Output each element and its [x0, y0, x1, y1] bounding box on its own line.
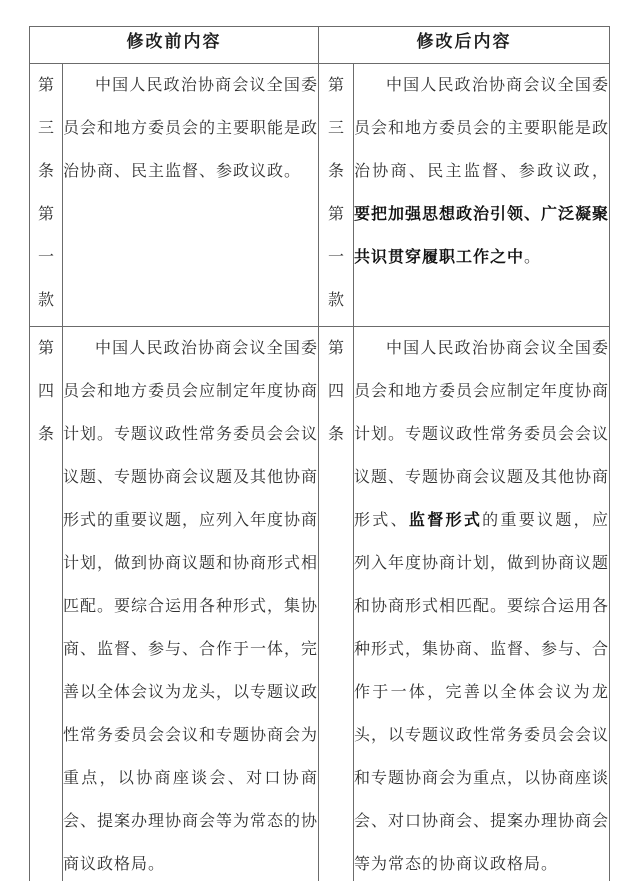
inserted-text-segment: 监督形式	[408, 512, 483, 529]
after-paragraph	[354, 327, 609, 881]
amendment-comparison-table	[29, 26, 610, 881]
column-header-before: 修改前内容	[30, 27, 319, 64]
before-article-label-cell	[30, 327, 63, 881]
before-article-label-cell	[30, 64, 63, 327]
after-paragraph	[354, 64, 609, 279]
text-segment: 中国人民政治协商会议全国委员会和地方委员会的主要职能是政治协商、民主监督、参政议政。	[63, 77, 319, 180]
column-header-after: 修改后内容	[319, 27, 610, 64]
after-article-label-cell	[319, 327, 354, 881]
article-label: 第三条第一款	[37, 77, 54, 309]
article-label: 第三条第一款	[327, 77, 344, 309]
table-row-article3-clause1	[30, 64, 610, 327]
table-row-article4	[30, 327, 610, 881]
text-segment: 的重要议题，应列入年度协商计划，做到协商议题和协商形式相匹配。要综合运用各种形式，集协商、监督、参与、合作于一体，完善以全体会议为龙头，以专题议政性常务委员会会议和专题协商会为重点，以协商座谈会、对口协商会、提案办理协商会等为常态的协商议政格局。	[354, 512, 610, 873]
text-segment: 。	[524, 249, 542, 266]
header-row	[30, 27, 610, 64]
text-segment: 中国人民政治协商会议全国委员会和地方委员会应制定年度协商计划。专题议政性常务委员会会议议题、专题协商会议题及其他协商形式的重要议题，应列入年度协商计划，做到协商议题和协商形式相匹配。要综合运用各种形式，集协商、监督、参与、合作于一体，完善以全体会议为龙头，以专题议政性常务委员会会议和专题协商会为重点，以协商座谈会、对口协商会、提案办理协商会等为常态的协商议政格局。	[63, 340, 319, 873]
before-content-cell	[63, 64, 319, 327]
before-paragraph	[63, 64, 318, 193]
article-label: 第四条	[327, 340, 344, 443]
text-segment: 中国人民政治协商会议全国委员会和地方委员会的主要职能是政治协商、民主监督、参政议政，	[354, 77, 610, 180]
after-article-label-cell	[319, 64, 354, 327]
after-content-cell	[354, 327, 610, 881]
after-content-cell	[354, 64, 610, 327]
before-content-cell	[63, 327, 319, 881]
before-paragraph	[63, 327, 318, 881]
inserted-text-segment: 要把加强思想政治引领、广泛凝聚共识贯穿履职工作之中	[354, 206, 610, 266]
text-segment: 中国人民政治协商会议全国委员会和地方委员会应制定年度协商计划。专题议政性常务委员会会议议题、专题协商会议题及其他协商形式、	[354, 340, 610, 529]
article-label: 第四条	[37, 340, 54, 443]
